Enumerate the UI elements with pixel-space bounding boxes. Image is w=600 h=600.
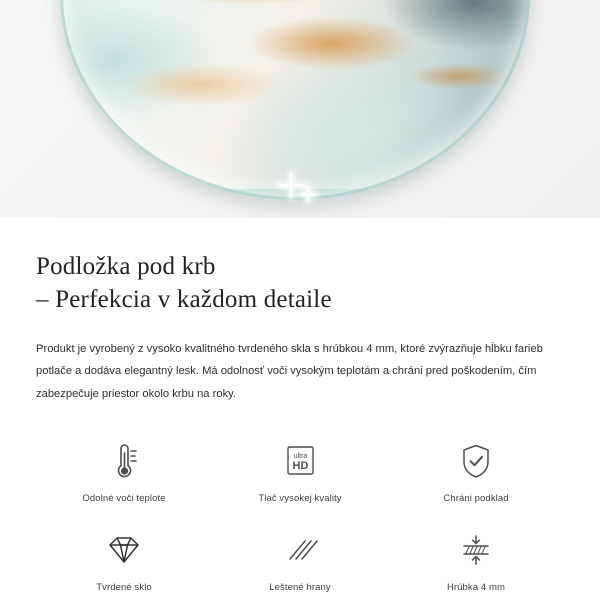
diamond-icon (102, 528, 146, 572)
feature-item (388, 431, 564, 514)
glass-board-image (60, 0, 530, 200)
hero-image (0, 0, 600, 218)
feature-label: Chráni podklad (443, 493, 509, 505)
svg-text:ultra: ultra (293, 453, 308, 461)
page-title (36, 250, 564, 316)
feature-label: Hrúbka 4 mm (446, 582, 506, 594)
content-area (0, 218, 600, 600)
feature-item (212, 431, 388, 514)
svg-text:HD: HD (292, 460, 309, 473)
feature-item (36, 520, 212, 600)
feature-grid (36, 431, 564, 600)
polished-edges-icon (278, 528, 322, 572)
glass-edge-highlight (60, 189, 530, 200)
thickness-arrows-icon (454, 528, 498, 572)
feature-item (36, 431, 212, 514)
ultra-hd-icon (278, 439, 322, 483)
feature-label: Tvrdené sklo (96, 582, 152, 594)
headline-line-2: – Perfekcia v každom detaile (36, 286, 332, 313)
feature-label: Odolné voči teplote (82, 493, 166, 505)
description-paragraph: Produkt je vyrobený z vysoko kvalitného tvrdeného skla s hrúbkou 4 mm, ktoré zvýrazňuje hĺbku farieb potlače a dodáva elegantný lesk. Má odolnosť voči vysokým teplotám a chráni pred poškodením, čím zabezpečuje priestor okolo krbu na roky. (36, 343, 543, 400)
headline-line-1: Podložka pod krb (36, 253, 216, 280)
marble-artwork (60, 0, 530, 200)
feature-label: Tlač vysokej kvality (258, 493, 342, 505)
feature-item (212, 520, 388, 600)
feature-item (388, 520, 564, 600)
shield-check-icon (456, 439, 496, 483)
feature-label: Leštené hrany (269, 582, 331, 594)
thermometer-icon (104, 439, 144, 483)
